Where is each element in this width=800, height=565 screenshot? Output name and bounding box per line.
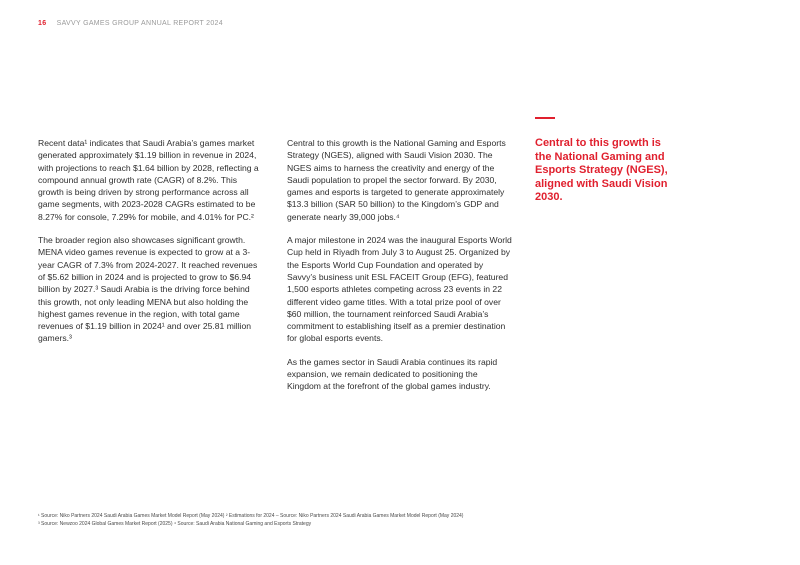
footnote-line: ³ Source: Newzoo 2024 Global Games Market Report (2025) ⁴ Source: Saudi Arabia National Gaming and Esports Strategy [38,521,312,527]
body-column-left [38,137,263,356]
page-number: 16 [38,20,47,27]
pull-quote-accent-bar [535,117,555,119]
page-header [38,20,223,27]
footnotes [38,512,778,528]
paragraph: The broader region also showcases significant growth. MENA video games revenue is expected to grow at a 3-year CAGR of 7.3% from 2024-2027. It reached revenues of $5.62 billion in 2024 and is projected to grow to $6.94 billion by 2027.³ Saudi Arabia is the driving force behind this growth, not only leading MENA but also holding the highest games revenue in the region, with total game revenues of $1.19 billion in 2024¹ and over 25.81 million gamers.³ [38,235,258,344]
paragraph: Recent data¹ indicates that Saudi Arabia’s games market generated approximately $1.19 billion in revenue in 2024, with projections to reach $1.64 billion by 2028, reflecting a compound annual growth rate (CAGR) of 8.2%. This growth is being driven by strong performance across all game segments, with 2023-2028 CAGRs estimated to be 8.27% for console, 7.29% for mobile, and 4.01% for PC.² [38,138,259,222]
pull-quote: Central to this growth is the National Gaming and Esports Strategy (NGES), aligned with Saudi Vision 2030. [535,137,668,203]
paragraph: A major milestone in 2024 was the inaugural Esports World Cup held in Riyadh from July 3 to August 25. Organized by the Esports World Cup Foundation and operated by Savvy’s business unit ESL FACEIT Group (EFG), featured 1,500 esports athletes competing across 23 events in 22 different video game titles. With a total prize pool of over $60 million, the tournament reinforced Saudi Arabia’s commitment to establishing itself as a premier destination for global esports events. [287,235,512,344]
paragraph: As the games sector in Saudi Arabia continues its rapid expansion, we remain dedicated to positioning the Kingdom at the forefront of the global games industry. [287,356,498,392]
body-column-middle [287,137,512,404]
report-title: SAVVY GAMES GROUP ANNUAL REPORT 2024 [56,20,223,27]
footnote-line: ¹ Source: Niko Partners 2024 Saudi Arabia Games Market Model Report (May 2024) ² Estimations for 2024 – Source: Niko Partners 2024 Saudi Arabia Games Market Model Report (May 2024) [38,513,464,519]
paragraph: Central to this growth is the National Gaming and Esports Strategy (NGES), aligned with Saudi Vision 2030. The NGES aims to harness the creativity and energy of the Saudi population to propel the sector forward. By 2030, games and esports is targeted to generate approximately $13.3 billion (SAR 50 billion) to the Kingdom’s GDP and generate nearly 39,000 jobs.⁴ [287,138,506,222]
